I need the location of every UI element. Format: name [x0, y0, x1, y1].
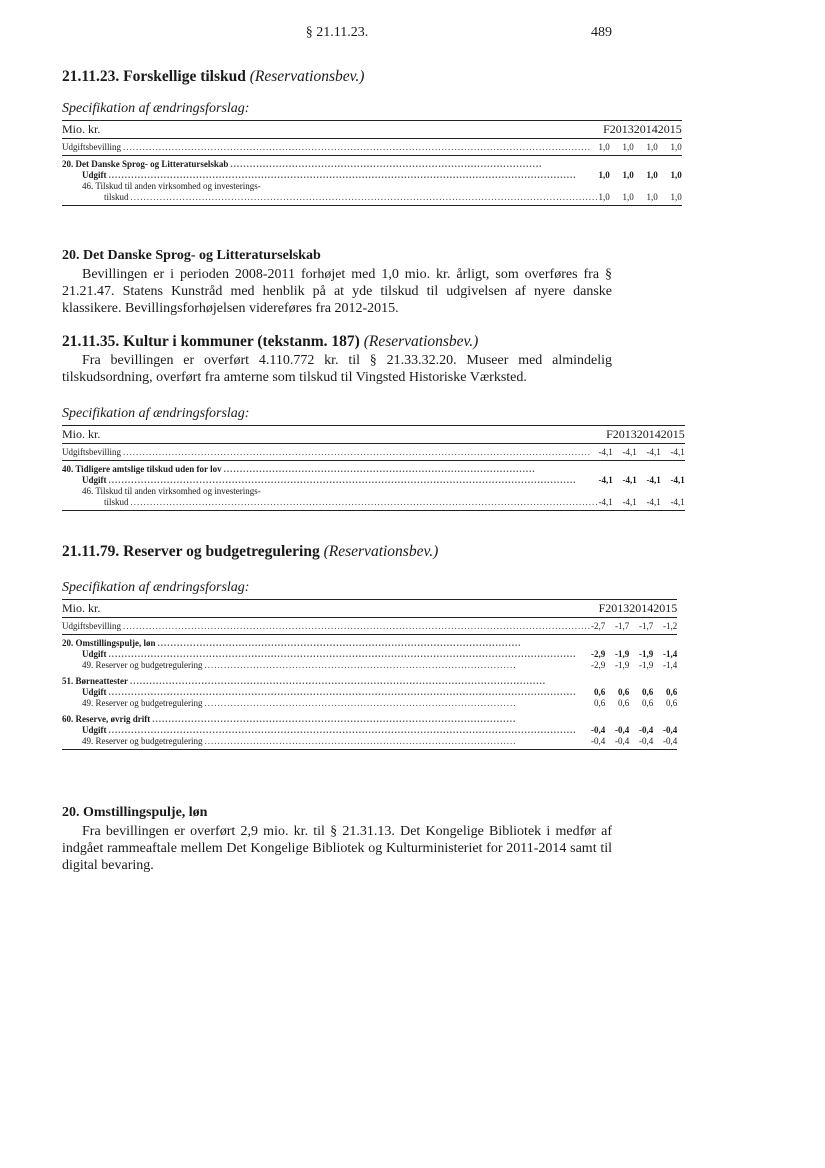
- table-row: Udgift ................................................................................................................................................ 0,6 0,6 0,6 0,6: [82, 687, 678, 697]
- note-text: Fra bevillingen er overført 2,9 mio. kr. til § 21.31.13. Det Kongelige Bibliotek i medfør af indgået rammeaftale mellem Det Kongelige Bibliotek og Kulturministeriet for 2011-2014 samt til digital bevaring.: [62, 824, 612, 873]
- table-row: 49. Reserver og budgetregulering ................................................................................................ 0,6 0,6 0,6 0,6: [82, 698, 678, 708]
- table-row: 49. Reserver og budgetregulering ................................................................................................ -0,4 -0,4 -0,4 -0,4: [62, 735, 677, 750]
- table-row: 40. Tidligere amtslige tilskud uden for lov ................................................................................................: [62, 464, 536, 474]
- table-row: 49. Reserver og budgetregulering ................................................................................................ -2,9 -1,9 -1,9 -1,4: [82, 660, 678, 670]
- table-row: 51. Børneattester ................................................................................................................................: [62, 676, 546, 686]
- table-row: Udgift ................................................................................................................................................ -0,4 -0,4 -0,4 -0,4: [82, 725, 678, 735]
- table-row: Udgiftsbevilling ................................................................................................................................................ 1,0 1,0 1,0 1,0: [62, 139, 682, 156]
- table-row: 20. Det Danske Sprog- og Litteraturselskab ................................................................................................: [62, 159, 543, 169]
- spec-label: Specifikation af ændringsforslag:: [62, 406, 250, 421]
- table-header-row: Mio. kr. F 2013 2014 2015: [62, 600, 677, 618]
- note-title: 20. Omstillingspulje, løn: [62, 805, 208, 820]
- note-text: Bevillingen er i perioden 2008-2011 forhøjet med 1,0 mio. kr. årligt, som overføres fra § 21.21.47. Statens Kunstråd med henblik på at yde tilskud til udgivelsen af nyere danske klassikere. Bevillingsforhøjelsen videreføres fra 2012-2015.: [62, 267, 612, 316]
- spec-label: Specifikation af ændringsforslag:: [62, 101, 250, 116]
- table-row: Udgiftsbevilling ................................................................................................................................................ -4,1 -4,1 -4,1 -4,1: [62, 444, 685, 461]
- table-row: Udgiftsbevilling ................................................................................................................................................ -2,7 -1,7 -1,7 -1,2: [62, 618, 677, 635]
- spec-table: [62, 599, 677, 750]
- spec-table: [62, 425, 685, 511]
- table-row: Udgift ................................................................................................................................................ -4,1 -4,1 -4,1 -4,1: [82, 475, 685, 485]
- spec-label: Specifikation af ændringsforslag:: [62, 580, 250, 595]
- table-row: tilskud ................................................................................................................................................ 1,0 1,0 1,0 1,0: [62, 191, 682, 206]
- note-title: 20. Det Danske Sprog- og Litteraturselskab: [62, 248, 321, 263]
- table-header-row: Mio. kr. F 2013 2014 2015: [62, 121, 682, 139]
- section-heading: 21.11.23. Forskellige tilskud (Reservationsbev.): [62, 68, 365, 85]
- section-21-11-23: [62, 68, 682, 206]
- note-paragraph-20-omstilling: [62, 805, 612, 874]
- table-row: 20. Omstillingspulje, løn ................................................................................................................: [62, 638, 522, 648]
- table-header-row: Mio. kr. F 2013 2014 2015: [62, 426, 685, 444]
- table-row: 46. Tilskud til anden virksomhed og investerings-: [82, 181, 261, 191]
- table-row: 60. Reserve, øvrig drift ................................................................................................................: [62, 714, 517, 724]
- section-heading: 21.11.35. Kultur i kommuner (tekstanm. 187) (Reservationsbev.): [62, 333, 479, 350]
- table-row: Udgift ................................................................................................................................................ 1,0 1,0 1,0 1,0: [82, 170, 682, 180]
- section-heading: 21.11.79. Reserver og budgetregulering (Reservationsbev.): [62, 543, 439, 560]
- page-number: 489: [591, 25, 612, 40]
- section-text: Fra bevillingen er overført 4.110.772 kr. til § 21.33.32.20. Museer med almindelig tilskudsordning, overført fra amterne som tilskud til Vingsted Historiske Værksted.: [62, 353, 612, 385]
- header-section-ref: § 21.11.23.: [305, 25, 369, 40]
- table-row: Udgift ................................................................................................................................................ -2,9 -1,9 -1,9 -1,4: [82, 649, 678, 659]
- page-header: [62, 25, 612, 45]
- section-21-11-35: [62, 333, 685, 511]
- table-row: tilskud ................................................................................................................................................ -4,1 -4,1 -4,1 -4,1: [62, 496, 685, 511]
- section-21-11-79: [62, 543, 678, 750]
- spec-table: [62, 120, 682, 206]
- note-paragraph-20: [62, 248, 612, 317]
- table-row: 46. Tilskud til anden virksomhed og investerings-: [82, 486, 261, 496]
